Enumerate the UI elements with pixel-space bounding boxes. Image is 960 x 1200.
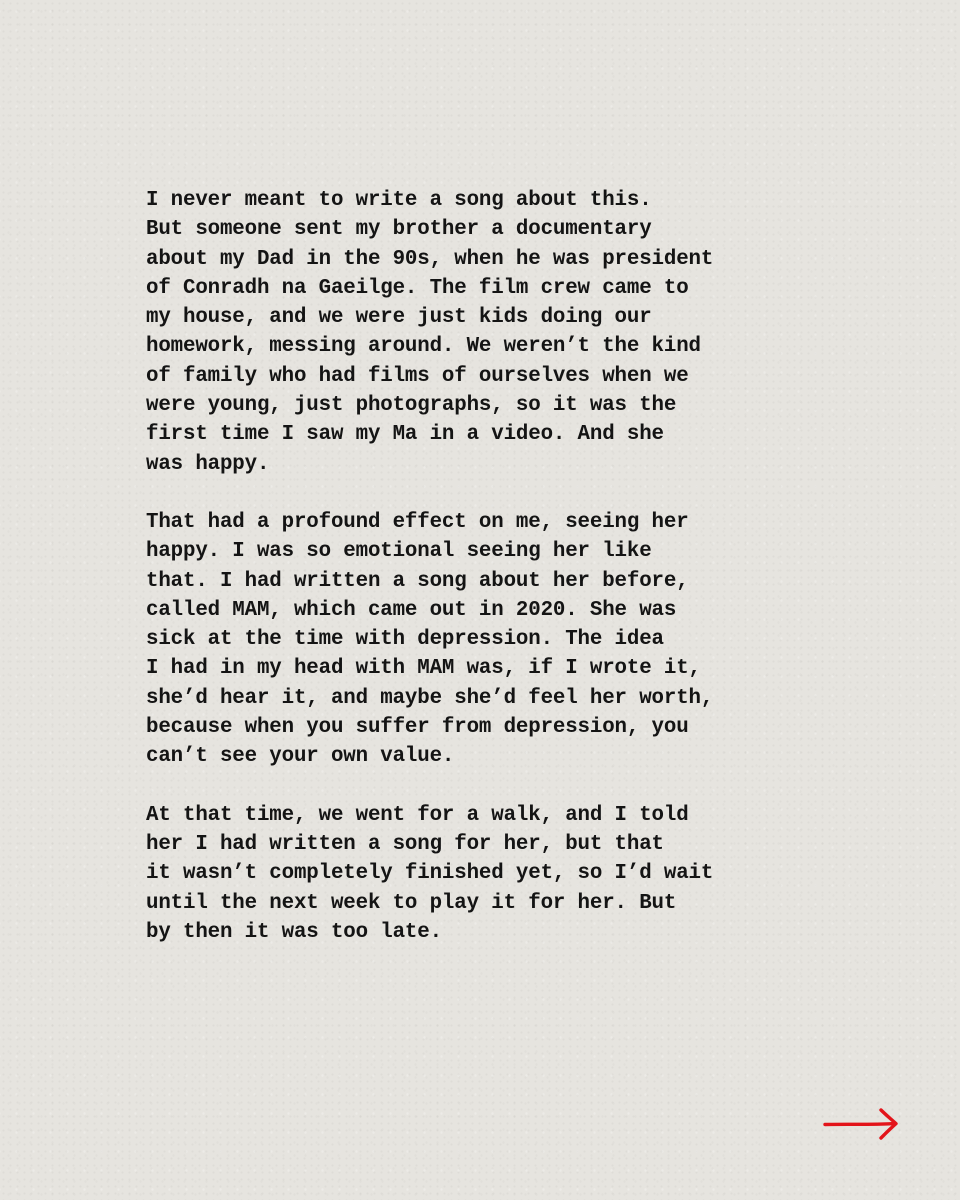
text-line: But someone sent my brother a documentary bbox=[146, 218, 652, 242]
text-line: her I had written a song for her, but that bbox=[146, 832, 664, 856]
arrow-right-icon[interactable] bbox=[823, 1106, 901, 1142]
text-line: called MAM, which came out in 2020. She was bbox=[146, 598, 677, 622]
text-line: she’d hear it, and maybe she’d feel her worth, bbox=[146, 686, 714, 710]
text-line: That had a profound effect on me, seeing her bbox=[146, 510, 689, 534]
note-body bbox=[146, 186, 846, 976]
text-line: were young, just photographs, so it was the bbox=[146, 394, 677, 418]
text-line: first time I saw my Ma in a video. And she bbox=[146, 423, 664, 447]
text-line: I had in my head with MAM was, if I wrote it, bbox=[146, 657, 701, 681]
text-line: because when you suffer from depression, you bbox=[146, 716, 689, 740]
text-line: until the next week to play it for her. But bbox=[146, 891, 677, 915]
text-line: can’t see your own value. bbox=[146, 745, 455, 769]
paragraph-1 bbox=[146, 186, 846, 479]
text-line: At that time, we went for a walk, and I told bbox=[146, 803, 689, 827]
text-line: of Conradh na Gaeilge. The film crew came to bbox=[146, 276, 689, 300]
paragraph-2 bbox=[146, 508, 846, 772]
text-line: happy. I was so emotional seeing her like bbox=[146, 540, 652, 564]
paragraph-3 bbox=[146, 801, 846, 947]
text-line: by then it was too late. bbox=[146, 920, 442, 944]
text-line: I never meant to write a song about this. bbox=[146, 189, 652, 212]
text-line: about my Dad in the 90s, when he was president bbox=[146, 247, 714, 271]
text-line: homework, messing around. We weren’t the kind bbox=[146, 335, 701, 359]
text-line: it wasn’t completely finished yet, so I’d wait bbox=[146, 862, 714, 886]
text-line: was happy. bbox=[146, 452, 270, 476]
text-line: that. I had written a song about her before, bbox=[146, 569, 689, 593]
text-line: sick at the time with depression. The idea bbox=[146, 628, 664, 652]
text-line: my house, and we were just kids doing our bbox=[146, 306, 652, 330]
text-line: of family who had films of ourselves when we bbox=[146, 364, 689, 388]
